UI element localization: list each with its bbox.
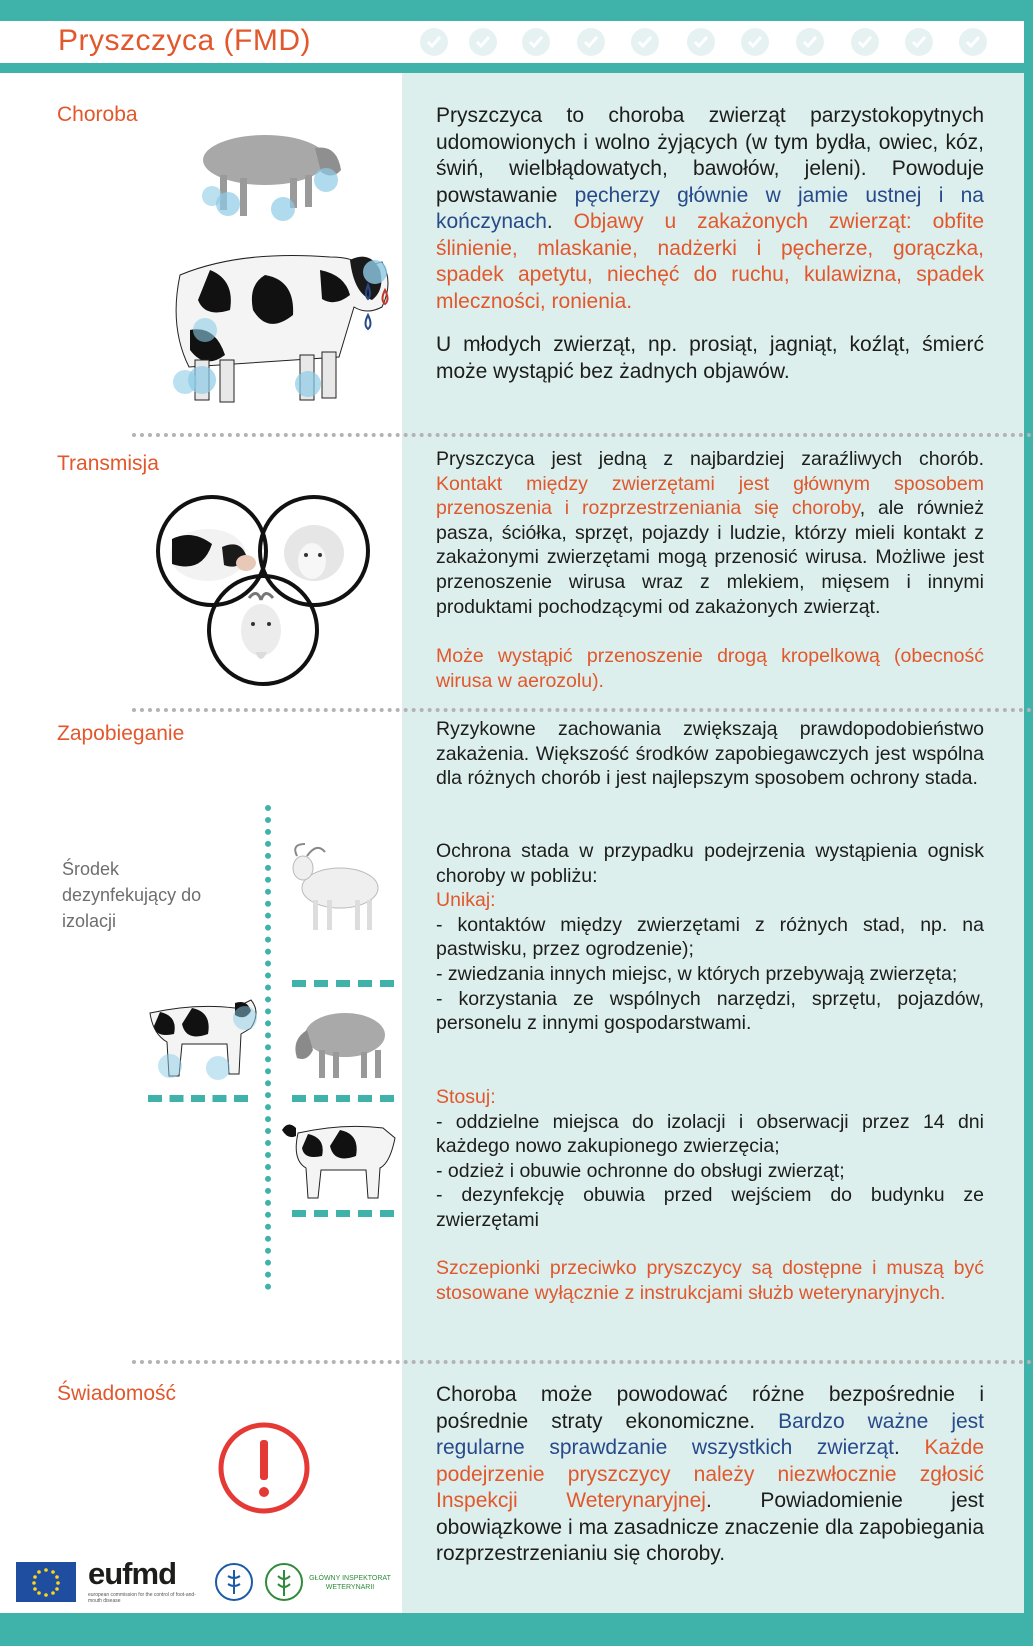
prevention-paragraph-2 — [436, 839, 984, 1036]
isolation-dashed-line — [148, 1095, 248, 1102]
disease-text-sep: . — [546, 210, 574, 233]
section-label-disease: Choroba — [57, 103, 138, 126]
check-icon — [741, 28, 769, 56]
section-label-prevention: Zapobieganie — [57, 722, 185, 745]
apply-item: - oddzielne miejsca do izolacji i obserwacji przez 14 dni każdego nowo zakupionego zwierzęcia; — [436, 1110, 984, 1158]
transmission-paragraph-1 — [436, 447, 984, 619]
transmission-text-contact: Kontakt między zwierzętami jest głównym sposobem przenoszenia i rozprzestrzeniania się choroby — [436, 472, 984, 520]
top-accent-bar — [0, 0, 1033, 21]
vaccine-note: Szczepionki przeciwko pryszczycy są dostępne i muszą być stosowane wyłącznie z instrukcjami służb weterynaryjnych. — [436, 1257, 984, 1304]
check-icon — [905, 28, 933, 56]
check-icon — [851, 28, 879, 56]
section-divider — [132, 433, 1032, 437]
awareness-text-sep: . — [893, 1436, 925, 1459]
avoid-heading: Unikaj: — [436, 889, 496, 912]
awareness-text-losses: Choroba może powodować różne bezpośrednie i pośrednie straty ekonomiczne. — [436, 1383, 984, 1433]
section-label-transmission: Transmisja — [57, 452, 159, 475]
check-icon — [796, 28, 824, 56]
eufmd-logo: eufmd — [88, 1556, 176, 1591]
caduceus-icon — [264, 1562, 304, 1602]
isolated-cow-illustration — [140, 988, 265, 1088]
awareness-paragraph — [436, 1382, 984, 1568]
check-icon — [959, 28, 987, 56]
bottom-accent-bar — [0, 1613, 1033, 1646]
disease-text-symptoms: Objawy u zakażonych zwierząt: obfite ślinienie, mlaskanie, nadżerki i pęcherze, gorączka, spadek apetytu, niechęć do ruchu, kulawizna, spadek mleczności, ronienia. — [436, 210, 985, 313]
check-icon — [469, 28, 497, 56]
check-icon — [577, 28, 605, 56]
section-divider — [132, 1360, 1032, 1364]
apply-item: - dezynfekcję obuwia przed wejściem do budynku ze zwierzętami — [436, 1184, 984, 1231]
exclamation-icon — [216, 1420, 312, 1516]
goat-illustration — [285, 838, 395, 934]
apply-heading: Stosuj: — [436, 1086, 496, 1108]
transmission-text-intro: Pryszczyca jest jedną z najbardziej zaraźliwych chorób. — [436, 448, 984, 470]
page-title: Pryszczyca (FMD) — [58, 24, 311, 57]
avoid-item: - zwiedzania innych miejsc, w których przebywają zwierzęta; — [436, 962, 958, 985]
disinfectant-note: Środek dezynfekujący do izolacji — [62, 859, 202, 931]
isolation-dashed-line — [292, 1210, 394, 1217]
transmission-text-rest: , ale również pasza, ściółka, sprzęt, pojazdy i ludzie, którzy mieli kontakt z zakażonymi zwierzętami mogą przenosić wirusa. Możliwe jest przenoszenie wirusa wraz z mlekiem, mięsem i innymi produktami pochodzącymi od zakażonych zwierząt. — [436, 497, 985, 618]
prevention-paragraph-3 — [436, 1085, 984, 1233]
goat-head-circle — [207, 574, 319, 686]
check-icon — [687, 28, 715, 56]
check-icon — [522, 28, 550, 56]
transmission-paragraph-2: Może wystąpić przenoszenie drogą kropelkową (obecność wirusa w aerozolu). — [436, 645, 984, 692]
fao-logo-icon — [214, 1562, 254, 1602]
sheep-cow-illustration — [150, 120, 395, 420]
right-accent-bar — [1024, 0, 1033, 1646]
disease-paragraph-2: U młodych zwierząt, np. prosiąt, jagniąt, koźląt, śmierć może wystąpić bez żadnych objawów. — [436, 333, 984, 383]
apply-item: - odzież i obuwie ochronne do obsługi zwierząt; — [436, 1159, 845, 1182]
sheep-illustration — [285, 1000, 395, 1080]
avoid-item: - kontaktów między zwierzętami z różnych stad, np. na pastwisku, przez ogrodzenie); — [436, 913, 984, 961]
prevention-paragraph-1: Ryzykowne zachowania zwiększają prawdopodobieństwo zakażenia. Większość środków zapobiegawczych jest wspólna dla różnych chorób i jest najlepszym sposobem ochrony stada. — [436, 718, 984, 790]
isolation-vertical-line — [265, 805, 271, 1290]
eufmd-subtitle: european commission for the control of foot-and-mouth disease — [88, 1592, 196, 1604]
prevention-intro: Ochrona stada w przypadku podejrzenia wystąpienia ognisk choroby w pobliżu: — [436, 840, 984, 887]
avoid-item: - korzystania ze wspólnych narzędzi, sprzętu, pojazdów, personelu z innymi gospodarstwami. — [436, 987, 984, 1035]
section-divider — [132, 708, 1032, 712]
isolation-dashed-line — [292, 1095, 394, 1102]
awareness-text-mandatory: . Powiadomienie jest obowiązkowe i ma zasadnicze znaczenie dla zapobiegania rozprzestrzenianiu się choroby. — [436, 1489, 984, 1565]
cow-illustration — [278, 1108, 398, 1203]
disease-text-blisters: pęcherzy głównie w jamie ustnej i na kończynach — [436, 183, 984, 233]
section-label-awareness: Świadomość — [57, 1382, 177, 1405]
giw-logo: GŁÓWNY INSPEKTORAT WETERYNARII — [309, 1575, 391, 1591]
isolation-dashed-line — [292, 980, 394, 987]
eu-flag-icon — [16, 1562, 76, 1602]
awareness-text-report: Każde podejrzenie pryszczycy należy niezwłocznie zgłosić Inspekcji Weterynaryjnej — [436, 1436, 984, 1512]
awareness-text-check: Bardzo ważne jest regularne sprawdzanie wszystkich zwierząt — [436, 1409, 984, 1459]
check-icon — [631, 28, 659, 56]
disease-paragraph-1 — [436, 103, 984, 315]
disease-text-intro: Pryszczyca to choroba zwierząt parzystokopytnych udomowionych i wolno żyjących (w tym bydła, owiec, kóz, świń, wielbłądowatych, bawołów, jeleni). Powoduje powstawanie — [436, 104, 984, 207]
title-underline — [0, 63, 1033, 73]
check-icon — [420, 28, 448, 56]
